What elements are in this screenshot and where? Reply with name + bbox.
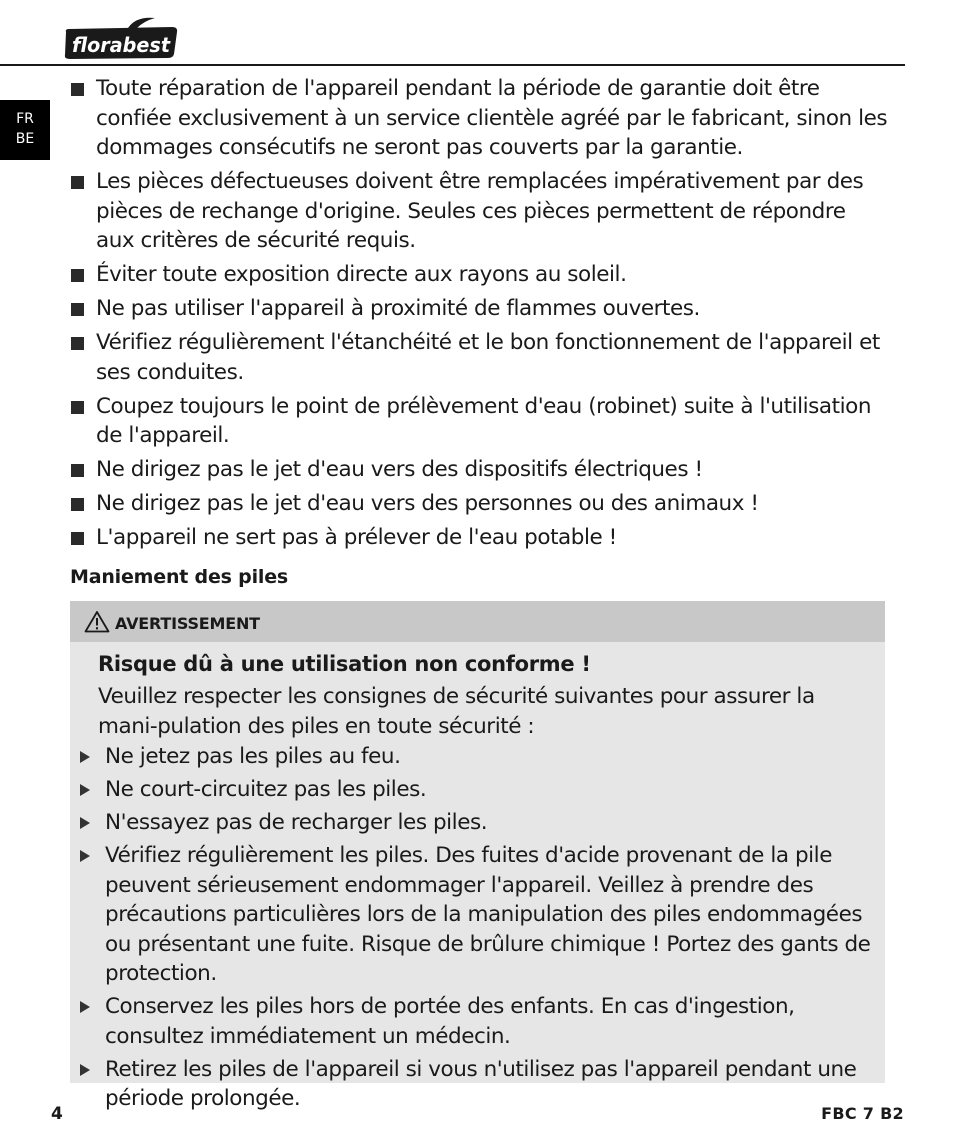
warning-title: Risque dû à une utilisation non conforme !	[98, 652, 591, 676]
square-bullet-icon	[71, 269, 84, 282]
arrow-bullet-icon	[80, 1064, 90, 1076]
square-bullet-icon	[71, 83, 84, 96]
square-bullet-icon	[71, 464, 84, 477]
arrow-bullet-icon	[80, 751, 90, 763]
battery-instruction-text: Conservez les piles hors de portée des enfants. En cas d'ingestion, consultez immédiatement un médecin.	[105, 994, 795, 1049]
safety-bullet-text: Coupez toujours le point de prélèvement d'eau (robinet) suite à l'utilisation de l'appareil.	[96, 393, 872, 448]
safety-bullet-item	[70, 523, 890, 553]
safety-bullet-text: Ne dirigez pas le jet d'eau vers des personnes ou des animaux !	[96, 491, 759, 516]
arrow-bullet-icon	[80, 1001, 90, 1013]
safety-bullet-text: Ne dirigez pas le jet d'eau vers des dispositifs électriques !	[96, 457, 703, 482]
safety-bullet-item	[70, 392, 890, 451]
warning-intro: Veuillez respecter les consignes de sécurité suivantes pour assurer la mani-pulation des piles en toute sécurité :	[98, 684, 815, 739]
warning-box	[70, 601, 885, 1111]
florabest-logo	[62, 15, 180, 60]
safety-bullet-item	[70, 74, 890, 163]
warning-header	[70, 601, 885, 642]
model-number: FBC 7 B2	[821, 1104, 904, 1123]
safety-bullet-list	[70, 74, 890, 557]
safety-bullet-text: Vérifiez régulièrement l'étanchéité et le bon fonctionnement de l'appareil et ses conduites.	[96, 330, 880, 385]
header-rule	[0, 64, 905, 66]
arrow-bullet-icon	[80, 784, 90, 796]
battery-instruction-text: N'essayez pas de recharger les piles.	[105, 810, 488, 835]
battery-instruction-item	[78, 1055, 878, 1114]
safety-bullet-text: Les pièces défectueuses doivent être remplacées impérativement par des pièces de rechange d'origine. Seules ces pièces permettent de répondre aux critères de sécurité requis.	[96, 169, 864, 253]
safety-bullet-item	[70, 489, 890, 519]
arrow-bullet-icon	[80, 817, 90, 829]
battery-instruction-text: Retirez les piles de l'appareil si vous n'utilisez pas l'appareil pendant une période prolongée.	[105, 1056, 857, 1111]
safety-bullet-item	[70, 167, 890, 256]
square-bullet-icon	[71, 401, 84, 414]
battery-instruction-item	[78, 808, 878, 838]
battery-instruction-text: Ne court-circuitez pas les piles.	[105, 777, 427, 802]
safety-bullet-item	[70, 294, 890, 324]
square-bullet-icon	[71, 176, 84, 189]
battery-instruction-item	[78, 992, 878, 1051]
safety-bullet-text: Éviter toute exposition directe aux rayons au soleil.	[96, 262, 627, 287]
safety-bullet-item	[70, 260, 890, 290]
safety-bullet-text: L'appareil ne sert pas à prélever de l'eau potable !	[96, 525, 617, 550]
square-bullet-icon	[71, 498, 84, 511]
battery-instruction-text: Ne jetez pas les piles au feu.	[105, 744, 401, 769]
battery-instruction-item	[78, 742, 878, 772]
logo-text: florabest	[72, 33, 172, 57]
safety-bullet-item	[70, 455, 890, 485]
section-title: Maniement des piles	[70, 566, 288, 588]
language-tab	[0, 100, 50, 160]
warning-triangle-icon	[84, 610, 110, 633]
battery-instruction-item	[78, 775, 878, 805]
safety-bullet-text: Toute réparation de l'appareil pendant la période de garantie doit être confiée exclusivement à un service clientèle agréé par le fabricant, sinon les dommages consécutifs ne seront pas couverts par la garantie.	[96, 76, 888, 160]
page-number: 4	[51, 1104, 63, 1124]
square-bullet-icon	[71, 337, 84, 350]
square-bullet-icon	[71, 303, 84, 316]
battery-instruction-item	[78, 841, 878, 989]
language-code-fr: FR	[16, 111, 34, 127]
arrow-bullet-icon	[80, 850, 90, 862]
language-code-be: BE	[15, 131, 35, 147]
square-bullet-icon	[71, 532, 84, 545]
safety-bullet-item	[70, 328, 890, 387]
warning-label: AVERTISSEMENT	[115, 614, 260, 633]
battery-instructions-list	[78, 742, 878, 1117]
battery-instruction-text: Vérifiez régulièrement les piles. Des fuites d'acide provenant de la pile peuvent sérieusement endommager l'appareil. Veillez à prendre des précautions particulières lors de la manipulation des piles endommagées ou présentant une fuite. Risque de brûlure chimique ! Portez des gants de protection.	[105, 843, 871, 986]
safety-bullet-text: Ne pas utiliser l'appareil à proximité de flammes ouvertes.	[96, 296, 700, 321]
